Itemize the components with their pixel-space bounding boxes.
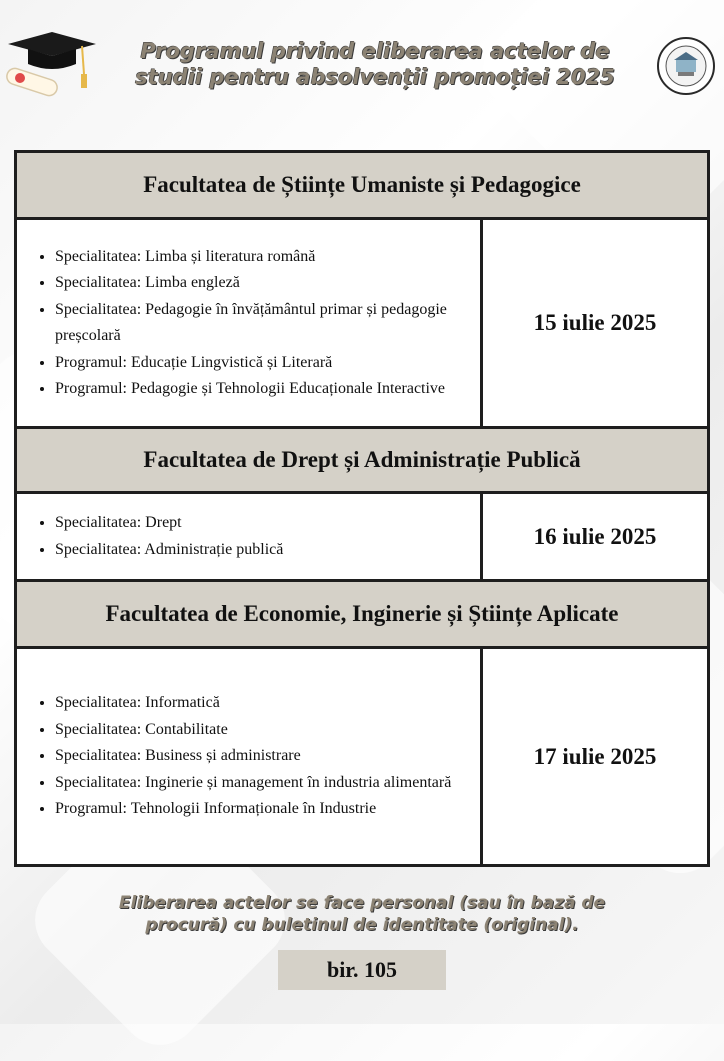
issue-date: 17 iulie 2025 <box>482 648 709 866</box>
schedule-table <box>14 150 710 867</box>
faculty-row <box>16 219 709 428</box>
list-item: • Programul: Pedagogie și Tehnologii Educaționale Interactive <box>55 376 480 403</box>
specialties-list <box>17 244 480 403</box>
list-item: • Specialitatea: Drept <box>55 510 480 537</box>
faculty-header-row <box>16 428 709 493</box>
specialties-list <box>17 510 480 563</box>
specialties-cell <box>16 219 482 428</box>
specialties-cell <box>16 648 482 866</box>
list-item: • Specialitatea: Administrație publică <box>55 537 480 564</box>
room-badge: bir. 105 <box>278 950 446 990</box>
list-item: • Specialitatea: Limba și literatura română <box>55 244 480 271</box>
graduation-cap-icon <box>2 30 98 100</box>
list-item: • Specialitatea: Business și administrare <box>55 743 480 770</box>
footer-note <box>70 892 654 936</box>
page-header <box>0 30 724 110</box>
issue-date: 16 iulie 2025 <box>482 493 709 581</box>
title-line: Programul privind eliberarea actelor de <box>140 39 610 63</box>
faculty-row <box>16 648 709 866</box>
list-item: • Specialitatea: Inginerie și management în industria alimentară <box>55 770 480 797</box>
faculty-name: Facultatea de Economie, Inginerie și Științe Aplicate <box>16 581 709 648</box>
list-item: • Specialitatea: Pedagogie în învățământul primar și pedagogie preșcolară <box>55 297 480 350</box>
issue-date: 15 iulie 2025 <box>482 219 709 428</box>
specialties-cell <box>16 493 482 581</box>
note-line: Eliberarea actelor se face personal (sau în bază de <box>118 893 606 913</box>
faculty-name: Facultatea de Drept și Administrație Publică <box>16 428 709 493</box>
list-item: • Specialitatea: Informatică <box>55 690 480 717</box>
title-line: studii pentru absolvenții promoției 2025 <box>135 65 615 89</box>
faculty-header-row <box>16 581 709 648</box>
specialties-list <box>17 690 480 823</box>
faculty-row <box>16 493 709 581</box>
list-item: • Programul: Tehnologii Informaționale în Industrie <box>55 796 480 823</box>
list-item: • Specialitatea: Contabilitate <box>55 717 480 744</box>
note-line: procură) cu buletinul de identitate (original). <box>145 915 579 935</box>
list-item: • Specialitatea: Limba engleză <box>55 270 480 297</box>
faculty-name: Facultatea de Științe Umaniste și Pedagogice <box>16 152 709 219</box>
faculty-header-row <box>16 152 709 219</box>
page-title <box>100 38 650 90</box>
list-item: • Programul: Educație Lingvistică și Literară <box>55 350 480 377</box>
university-seal-icon <box>656 36 716 96</box>
